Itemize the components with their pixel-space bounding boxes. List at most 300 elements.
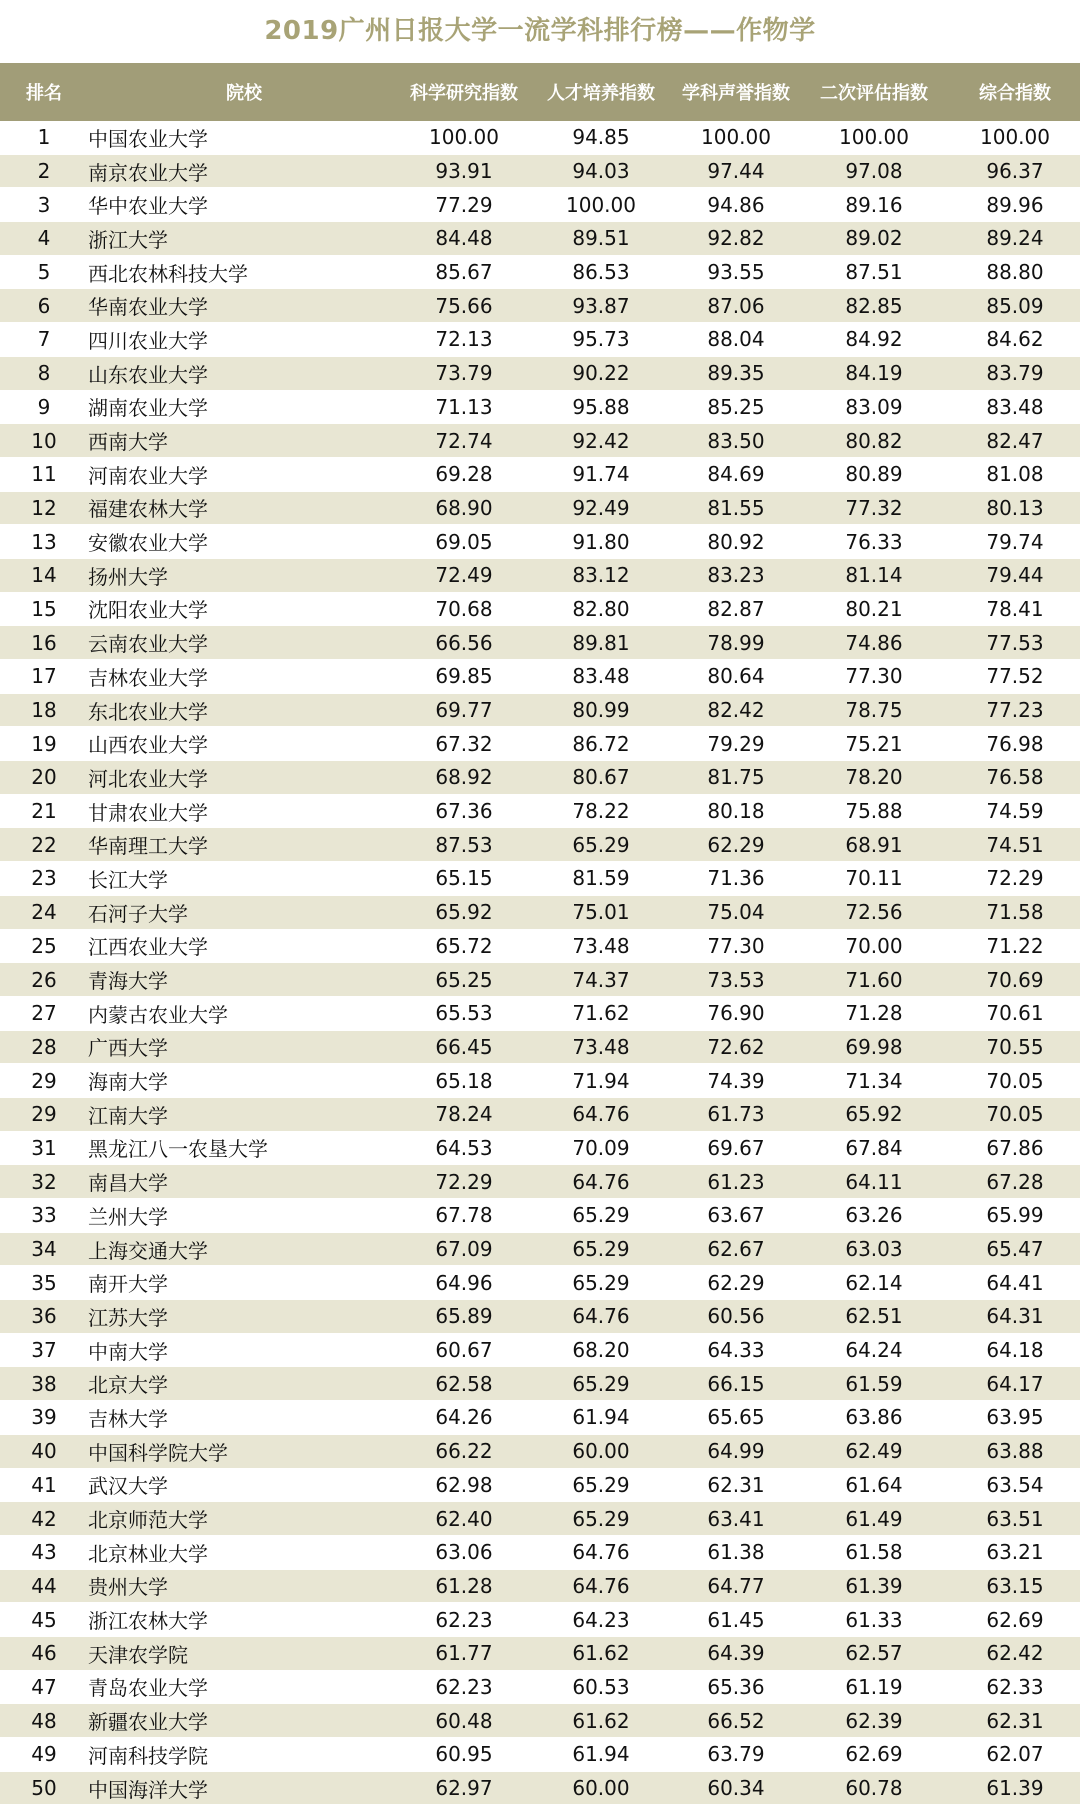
rank-cell: 18 <box>0 693 88 727</box>
overall-index-cell: 63.15 <box>950 1569 1080 1603</box>
overall-index-cell: 85.09 <box>950 289 1080 323</box>
talent-index-cell: 65.29 <box>528 1266 674 1300</box>
school-cell: 云南农业大学 <box>88 626 400 660</box>
secondary-index-cell: 70.00 <box>798 929 950 963</box>
reputation-index-cell: 63.79 <box>674 1738 798 1772</box>
table-row <box>0 693 1080 727</box>
secondary-index-cell: 63.86 <box>798 1401 950 1435</box>
overall-index-cell: 78.41 <box>950 592 1080 626</box>
secondary-index-cell: 81.14 <box>798 558 950 592</box>
talent-index-cell: 70.09 <box>528 1131 674 1165</box>
secondary-index-cell: 64.11 <box>798 1165 950 1199</box>
school-cell: 吉林农业大学 <box>88 660 400 694</box>
table-row <box>0 660 1080 694</box>
school-cell: 安徽农业大学 <box>88 525 400 559</box>
research-index-cell: 62.58 <box>400 1367 528 1401</box>
table-row <box>0 1401 1080 1435</box>
table-row <box>0 255 1080 289</box>
reputation-index-cell: 88.04 <box>674 323 798 357</box>
talent-index-cell: 83.12 <box>528 558 674 592</box>
overall-index-cell: 70.05 <box>950 1097 1080 1131</box>
overall-index-cell: 64.17 <box>950 1367 1080 1401</box>
overall-index-cell: 83.48 <box>950 390 1080 424</box>
secondary-index-cell: 80.82 <box>798 424 950 458</box>
research-index-cell: 65.18 <box>400 1064 528 1098</box>
overall-index-cell: 64.31 <box>950 1300 1080 1334</box>
school-cell: 青岛农业大学 <box>88 1670 400 1704</box>
secondary-index-cell: 89.16 <box>798 188 950 222</box>
talent-index-cell: 60.53 <box>528 1670 674 1704</box>
reputation-index-cell: 64.99 <box>674 1434 798 1468</box>
rank-cell: 1 <box>0 121 88 154</box>
research-index-cell: 72.74 <box>400 424 528 458</box>
rank-cell: 5 <box>0 255 88 289</box>
school-cell: 天津农学院 <box>88 1636 400 1670</box>
rank-cell: 49 <box>0 1738 88 1772</box>
reputation-index-cell: 61.23 <box>674 1165 798 1199</box>
talent-index-cell: 86.72 <box>528 727 674 761</box>
school-cell: 内蒙古农业大学 <box>88 996 400 1030</box>
secondary-index-cell: 77.32 <box>798 491 950 525</box>
reputation-index-cell: 61.38 <box>674 1535 798 1569</box>
table-row <box>0 592 1080 626</box>
secondary-index-cell: 89.02 <box>798 222 950 256</box>
research-index-cell: 60.95 <box>400 1738 528 1772</box>
secondary-index-cell: 72.56 <box>798 895 950 929</box>
school-cell: 华南农业大学 <box>88 289 400 323</box>
overall-index-cell: 74.51 <box>950 828 1080 862</box>
overall-index-cell: 64.18 <box>950 1333 1080 1367</box>
reputation-index-cell: 82.87 <box>674 592 798 626</box>
overall-index-cell: 76.98 <box>950 727 1080 761</box>
talent-index-cell: 65.29 <box>528 1367 674 1401</box>
reputation-index-cell: 94.86 <box>674 188 798 222</box>
table-row <box>0 1333 1080 1367</box>
secondary-index-cell: 67.84 <box>798 1131 950 1165</box>
overall-index-cell: 63.95 <box>950 1401 1080 1435</box>
school-cell: 河南科技学院 <box>88 1738 400 1772</box>
secondary-index-cell: 76.33 <box>798 525 950 559</box>
table-body <box>0 121 1080 1805</box>
school-cell: 西北农林科技大学 <box>88 255 400 289</box>
school-cell: 华南理工大学 <box>88 828 400 862</box>
overall-index-cell: 81.08 <box>950 457 1080 491</box>
reputation-index-cell: 65.36 <box>674 1670 798 1704</box>
header-reputation-index: 学科声誉指数 <box>674 63 798 121</box>
table-row <box>0 1199 1080 1233</box>
rank-cell: 43 <box>0 1535 88 1569</box>
talent-index-cell: 65.29 <box>528 1232 674 1266</box>
overall-index-cell: 77.23 <box>950 693 1080 727</box>
research-index-cell: 77.29 <box>400 188 528 222</box>
secondary-index-cell: 80.21 <box>798 592 950 626</box>
secondary-index-cell: 61.19 <box>798 1670 950 1704</box>
overall-index-cell: 76.58 <box>950 761 1080 795</box>
overall-index-cell: 65.99 <box>950 1199 1080 1233</box>
reputation-index-cell: 66.15 <box>674 1367 798 1401</box>
table-row <box>0 222 1080 256</box>
overall-index-cell: 70.55 <box>950 1030 1080 1064</box>
research-index-cell: 69.28 <box>400 457 528 491</box>
research-index-cell: 70.68 <box>400 592 528 626</box>
rank-cell: 32 <box>0 1165 88 1199</box>
talent-index-cell: 83.48 <box>528 660 674 694</box>
reputation-index-cell: 69.67 <box>674 1131 798 1165</box>
research-index-cell: 64.53 <box>400 1131 528 1165</box>
rank-cell: 44 <box>0 1569 88 1603</box>
research-index-cell: 67.09 <box>400 1232 528 1266</box>
overall-index-cell: 82.47 <box>950 424 1080 458</box>
rank-cell: 34 <box>0 1232 88 1266</box>
reputation-index-cell: 81.55 <box>674 491 798 525</box>
research-index-cell: 64.96 <box>400 1266 528 1300</box>
school-cell: 江南大学 <box>88 1097 400 1131</box>
talent-index-cell: 80.99 <box>528 693 674 727</box>
ranking-table <box>0 63 1080 1805</box>
table-row <box>0 1670 1080 1704</box>
research-index-cell: 65.15 <box>400 862 528 896</box>
rank-cell: 46 <box>0 1636 88 1670</box>
talent-index-cell: 91.74 <box>528 457 674 491</box>
table-row <box>0 188 1080 222</box>
secondary-index-cell: 78.75 <box>798 693 950 727</box>
header-overall-index: 综合指数 <box>950 63 1080 121</box>
research-index-cell: 93.91 <box>400 154 528 188</box>
table-row <box>0 121 1080 154</box>
overall-index-cell: 89.24 <box>950 222 1080 256</box>
rank-cell: 8 <box>0 356 88 390</box>
research-index-cell: 68.92 <box>400 761 528 795</box>
table-row <box>0 761 1080 795</box>
research-index-cell: 62.40 <box>400 1502 528 1536</box>
research-index-cell: 73.79 <box>400 356 528 390</box>
talent-index-cell: 60.00 <box>528 1434 674 1468</box>
rank-cell: 23 <box>0 862 88 896</box>
rank-cell: 26 <box>0 963 88 997</box>
research-index-cell: 72.13 <box>400 323 528 357</box>
research-index-cell: 66.22 <box>400 1434 528 1468</box>
secondary-index-cell: 62.57 <box>798 1636 950 1670</box>
reputation-index-cell: 62.29 <box>674 1266 798 1300</box>
overall-index-cell: 71.22 <box>950 929 1080 963</box>
reputation-index-cell: 89.35 <box>674 356 798 390</box>
talent-index-cell: 60.00 <box>528 1771 674 1805</box>
rank-cell: 40 <box>0 1434 88 1468</box>
rank-cell: 33 <box>0 1199 88 1233</box>
reputation-index-cell: 80.92 <box>674 525 798 559</box>
reputation-index-cell: 60.34 <box>674 1771 798 1805</box>
rank-cell: 12 <box>0 491 88 525</box>
table-row <box>0 1266 1080 1300</box>
talent-index-cell: 95.88 <box>528 390 674 424</box>
talent-index-cell: 91.80 <box>528 525 674 559</box>
table-row <box>0 727 1080 761</box>
table-row <box>0 929 1080 963</box>
rank-cell: 4 <box>0 222 88 256</box>
reputation-index-cell: 64.77 <box>674 1569 798 1603</box>
rank-cell: 48 <box>0 1704 88 1738</box>
secondary-index-cell: 61.64 <box>798 1468 950 1502</box>
talent-index-cell: 81.59 <box>528 862 674 896</box>
talent-index-cell: 73.48 <box>528 1030 674 1064</box>
table-row <box>0 323 1080 357</box>
reputation-index-cell: 63.41 <box>674 1502 798 1536</box>
rank-cell: 47 <box>0 1670 88 1704</box>
school-cell: 福建农林大学 <box>88 491 400 525</box>
reputation-index-cell: 83.50 <box>674 424 798 458</box>
talent-index-cell: 61.94 <box>528 1401 674 1435</box>
secondary-index-cell: 61.39 <box>798 1569 950 1603</box>
research-index-cell: 60.67 <box>400 1333 528 1367</box>
overall-index-cell: 61.39 <box>950 1771 1080 1805</box>
reputation-index-cell: 66.52 <box>674 1704 798 1738</box>
overall-index-cell: 100.00 <box>950 121 1080 154</box>
talent-index-cell: 64.76 <box>528 1165 674 1199</box>
research-index-cell: 65.72 <box>400 929 528 963</box>
table-row <box>0 1232 1080 1266</box>
secondary-index-cell: 62.49 <box>798 1434 950 1468</box>
rank-cell: 38 <box>0 1367 88 1401</box>
reputation-index-cell: 62.29 <box>674 828 798 862</box>
overall-index-cell: 63.51 <box>950 1502 1080 1536</box>
talent-index-cell: 78.22 <box>528 794 674 828</box>
secondary-index-cell: 75.88 <box>798 794 950 828</box>
reputation-index-cell: 61.45 <box>674 1603 798 1637</box>
secondary-index-cell: 97.08 <box>798 154 950 188</box>
rank-cell: 20 <box>0 761 88 795</box>
research-index-cell: 69.85 <box>400 660 528 694</box>
school-cell: 南京农业大学 <box>88 154 400 188</box>
reputation-index-cell: 87.06 <box>674 289 798 323</box>
overall-index-cell: 80.13 <box>950 491 1080 525</box>
research-index-cell: 62.23 <box>400 1670 528 1704</box>
school-cell: 上海交通大学 <box>88 1232 400 1266</box>
research-index-cell: 84.48 <box>400 222 528 256</box>
overall-index-cell: 67.86 <box>950 1131 1080 1165</box>
talent-index-cell: 64.76 <box>528 1535 674 1569</box>
school-cell: 湖南农业大学 <box>88 390 400 424</box>
table-row <box>0 862 1080 896</box>
research-index-cell: 60.48 <box>400 1704 528 1738</box>
talent-index-cell: 68.20 <box>528 1333 674 1367</box>
talent-index-cell: 61.62 <box>528 1704 674 1738</box>
reputation-index-cell: 93.55 <box>674 255 798 289</box>
school-cell: 河南农业大学 <box>88 457 400 491</box>
school-cell: 石河子大学 <box>88 895 400 929</box>
reputation-index-cell: 75.04 <box>674 895 798 929</box>
talent-index-cell: 90.22 <box>528 356 674 390</box>
reputation-index-cell: 80.64 <box>674 660 798 694</box>
research-index-cell: 63.06 <box>400 1535 528 1569</box>
school-cell: 北京大学 <box>88 1367 400 1401</box>
overall-index-cell: 63.54 <box>950 1468 1080 1502</box>
secondary-index-cell: 75.21 <box>798 727 950 761</box>
table-row <box>0 895 1080 929</box>
school-cell: 华中农业大学 <box>88 188 400 222</box>
secondary-index-cell: 61.33 <box>798 1603 950 1637</box>
header-talent-index: 人才培养指数 <box>528 63 674 121</box>
secondary-index-cell: 61.49 <box>798 1502 950 1536</box>
overall-index-cell: 70.05 <box>950 1064 1080 1098</box>
school-cell: 广西大学 <box>88 1030 400 1064</box>
rank-cell: 31 <box>0 1131 88 1165</box>
school-cell: 黑龙江八一农垦大学 <box>88 1131 400 1165</box>
rank-cell: 29 <box>0 1064 88 1098</box>
research-index-cell: 64.26 <box>400 1401 528 1435</box>
rank-cell: 13 <box>0 525 88 559</box>
research-index-cell: 72.29 <box>400 1165 528 1199</box>
table-row <box>0 1367 1080 1401</box>
secondary-index-cell: 64.24 <box>798 1333 950 1367</box>
secondary-index-cell: 83.09 <box>798 390 950 424</box>
overall-index-cell: 62.42 <box>950 1636 1080 1670</box>
overall-index-cell: 70.61 <box>950 996 1080 1030</box>
reputation-index-cell: 82.42 <box>674 693 798 727</box>
secondary-index-cell: 70.11 <box>798 862 950 896</box>
reputation-index-cell: 85.25 <box>674 390 798 424</box>
talent-index-cell: 71.62 <box>528 996 674 1030</box>
rank-cell: 36 <box>0 1300 88 1334</box>
school-cell: 贵州大学 <box>88 1569 400 1603</box>
secondary-index-cell: 77.30 <box>798 660 950 694</box>
school-cell: 新疆农业大学 <box>88 1704 400 1738</box>
rank-cell: 41 <box>0 1468 88 1502</box>
talent-index-cell: 65.29 <box>528 828 674 862</box>
table-row <box>0 1434 1080 1468</box>
rank-cell: 22 <box>0 828 88 862</box>
table-row <box>0 525 1080 559</box>
reputation-index-cell: 63.67 <box>674 1199 798 1233</box>
talent-index-cell: 64.76 <box>528 1097 674 1131</box>
secondary-index-cell: 63.26 <box>798 1199 950 1233</box>
table-row <box>0 289 1080 323</box>
school-cell: 武汉大学 <box>88 1468 400 1502</box>
overall-index-cell: 64.41 <box>950 1266 1080 1300</box>
header-rank: 排名 <box>0 63 88 121</box>
overall-index-cell: 83.79 <box>950 356 1080 390</box>
secondary-index-cell: 84.92 <box>798 323 950 357</box>
reputation-index-cell: 100.00 <box>674 121 798 154</box>
research-index-cell: 66.45 <box>400 1030 528 1064</box>
school-cell: 浙江农林大学 <box>88 1603 400 1637</box>
talent-index-cell: 61.94 <box>528 1738 674 1772</box>
reputation-index-cell: 92.82 <box>674 222 798 256</box>
rank-cell: 2 <box>0 154 88 188</box>
overall-index-cell: 96.37 <box>950 154 1080 188</box>
secondary-index-cell: 100.00 <box>798 121 950 154</box>
header-secondary-index: 二次评估指数 <box>798 63 950 121</box>
rank-cell: 15 <box>0 592 88 626</box>
overall-index-cell: 65.47 <box>950 1232 1080 1266</box>
overall-index-cell: 62.69 <box>950 1603 1080 1637</box>
table-row <box>0 1097 1080 1131</box>
school-cell: 西南大学 <box>88 424 400 458</box>
table-row <box>0 996 1080 1030</box>
rank-cell: 50 <box>0 1771 88 1805</box>
talent-index-cell: 92.49 <box>528 491 674 525</box>
research-index-cell: 67.32 <box>400 727 528 761</box>
secondary-index-cell: 82.85 <box>798 289 950 323</box>
talent-index-cell: 89.81 <box>528 626 674 660</box>
talent-index-cell: 61.62 <box>528 1636 674 1670</box>
school-cell: 甘肃农业大学 <box>88 794 400 828</box>
talent-index-cell: 75.01 <box>528 895 674 929</box>
rank-cell: 3 <box>0 188 88 222</box>
secondary-index-cell: 62.14 <box>798 1266 950 1300</box>
table-row <box>0 1569 1080 1603</box>
overall-index-cell: 71.58 <box>950 895 1080 929</box>
talent-index-cell: 100.00 <box>528 188 674 222</box>
secondary-index-cell: 62.39 <box>798 1704 950 1738</box>
table-row <box>0 828 1080 862</box>
table-row <box>0 457 1080 491</box>
talent-index-cell: 74.37 <box>528 963 674 997</box>
secondary-index-cell: 71.34 <box>798 1064 950 1098</box>
overall-index-cell: 62.07 <box>950 1738 1080 1772</box>
talent-index-cell: 94.03 <box>528 154 674 188</box>
rank-cell: 14 <box>0 558 88 592</box>
table-row <box>0 1771 1080 1805</box>
school-cell: 中南大学 <box>88 1333 400 1367</box>
overall-index-cell: 67.28 <box>950 1165 1080 1199</box>
overall-index-cell: 89.96 <box>950 188 1080 222</box>
research-index-cell: 75.66 <box>400 289 528 323</box>
table-row <box>0 558 1080 592</box>
secondary-index-cell: 61.58 <box>798 1535 950 1569</box>
overall-index-cell: 62.33 <box>950 1670 1080 1704</box>
rank-cell: 9 <box>0 390 88 424</box>
rank-cell: 45 <box>0 1603 88 1637</box>
overall-index-cell: 74.59 <box>950 794 1080 828</box>
reputation-index-cell: 62.31 <box>674 1468 798 1502</box>
secondary-index-cell: 80.89 <box>798 457 950 491</box>
overall-index-cell: 84.62 <box>950 323 1080 357</box>
table-row <box>0 390 1080 424</box>
secondary-index-cell: 87.51 <box>798 255 950 289</box>
school-cell: 长江大学 <box>88 862 400 896</box>
rank-cell: 35 <box>0 1266 88 1300</box>
rank-cell: 6 <box>0 289 88 323</box>
research-index-cell: 65.89 <box>400 1300 528 1334</box>
reputation-index-cell: 64.39 <box>674 1636 798 1670</box>
school-cell: 江苏大学 <box>88 1300 400 1334</box>
reputation-index-cell: 79.29 <box>674 727 798 761</box>
school-cell: 四川农业大学 <box>88 323 400 357</box>
overall-index-cell: 88.80 <box>950 255 1080 289</box>
table-row <box>0 1704 1080 1738</box>
secondary-index-cell: 60.78 <box>798 1771 950 1805</box>
research-index-cell: 62.98 <box>400 1468 528 1502</box>
rank-cell: 29 <box>0 1097 88 1131</box>
school-cell: 吉林大学 <box>88 1401 400 1435</box>
school-cell: 海南大学 <box>88 1064 400 1098</box>
overall-index-cell: 63.88 <box>950 1434 1080 1468</box>
research-index-cell: 65.25 <box>400 963 528 997</box>
research-index-cell: 67.78 <box>400 1199 528 1233</box>
rank-cell: 10 <box>0 424 88 458</box>
table-row <box>0 1300 1080 1334</box>
table-row <box>0 794 1080 828</box>
reputation-index-cell: 80.18 <box>674 794 798 828</box>
overall-index-cell: 77.53 <box>950 626 1080 660</box>
secondary-index-cell: 61.59 <box>798 1367 950 1401</box>
talent-index-cell: 64.76 <box>528 1569 674 1603</box>
reputation-index-cell: 62.67 <box>674 1232 798 1266</box>
table-row <box>0 491 1080 525</box>
research-index-cell: 65.92 <box>400 895 528 929</box>
table-row <box>0 1165 1080 1199</box>
reputation-index-cell: 71.36 <box>674 862 798 896</box>
